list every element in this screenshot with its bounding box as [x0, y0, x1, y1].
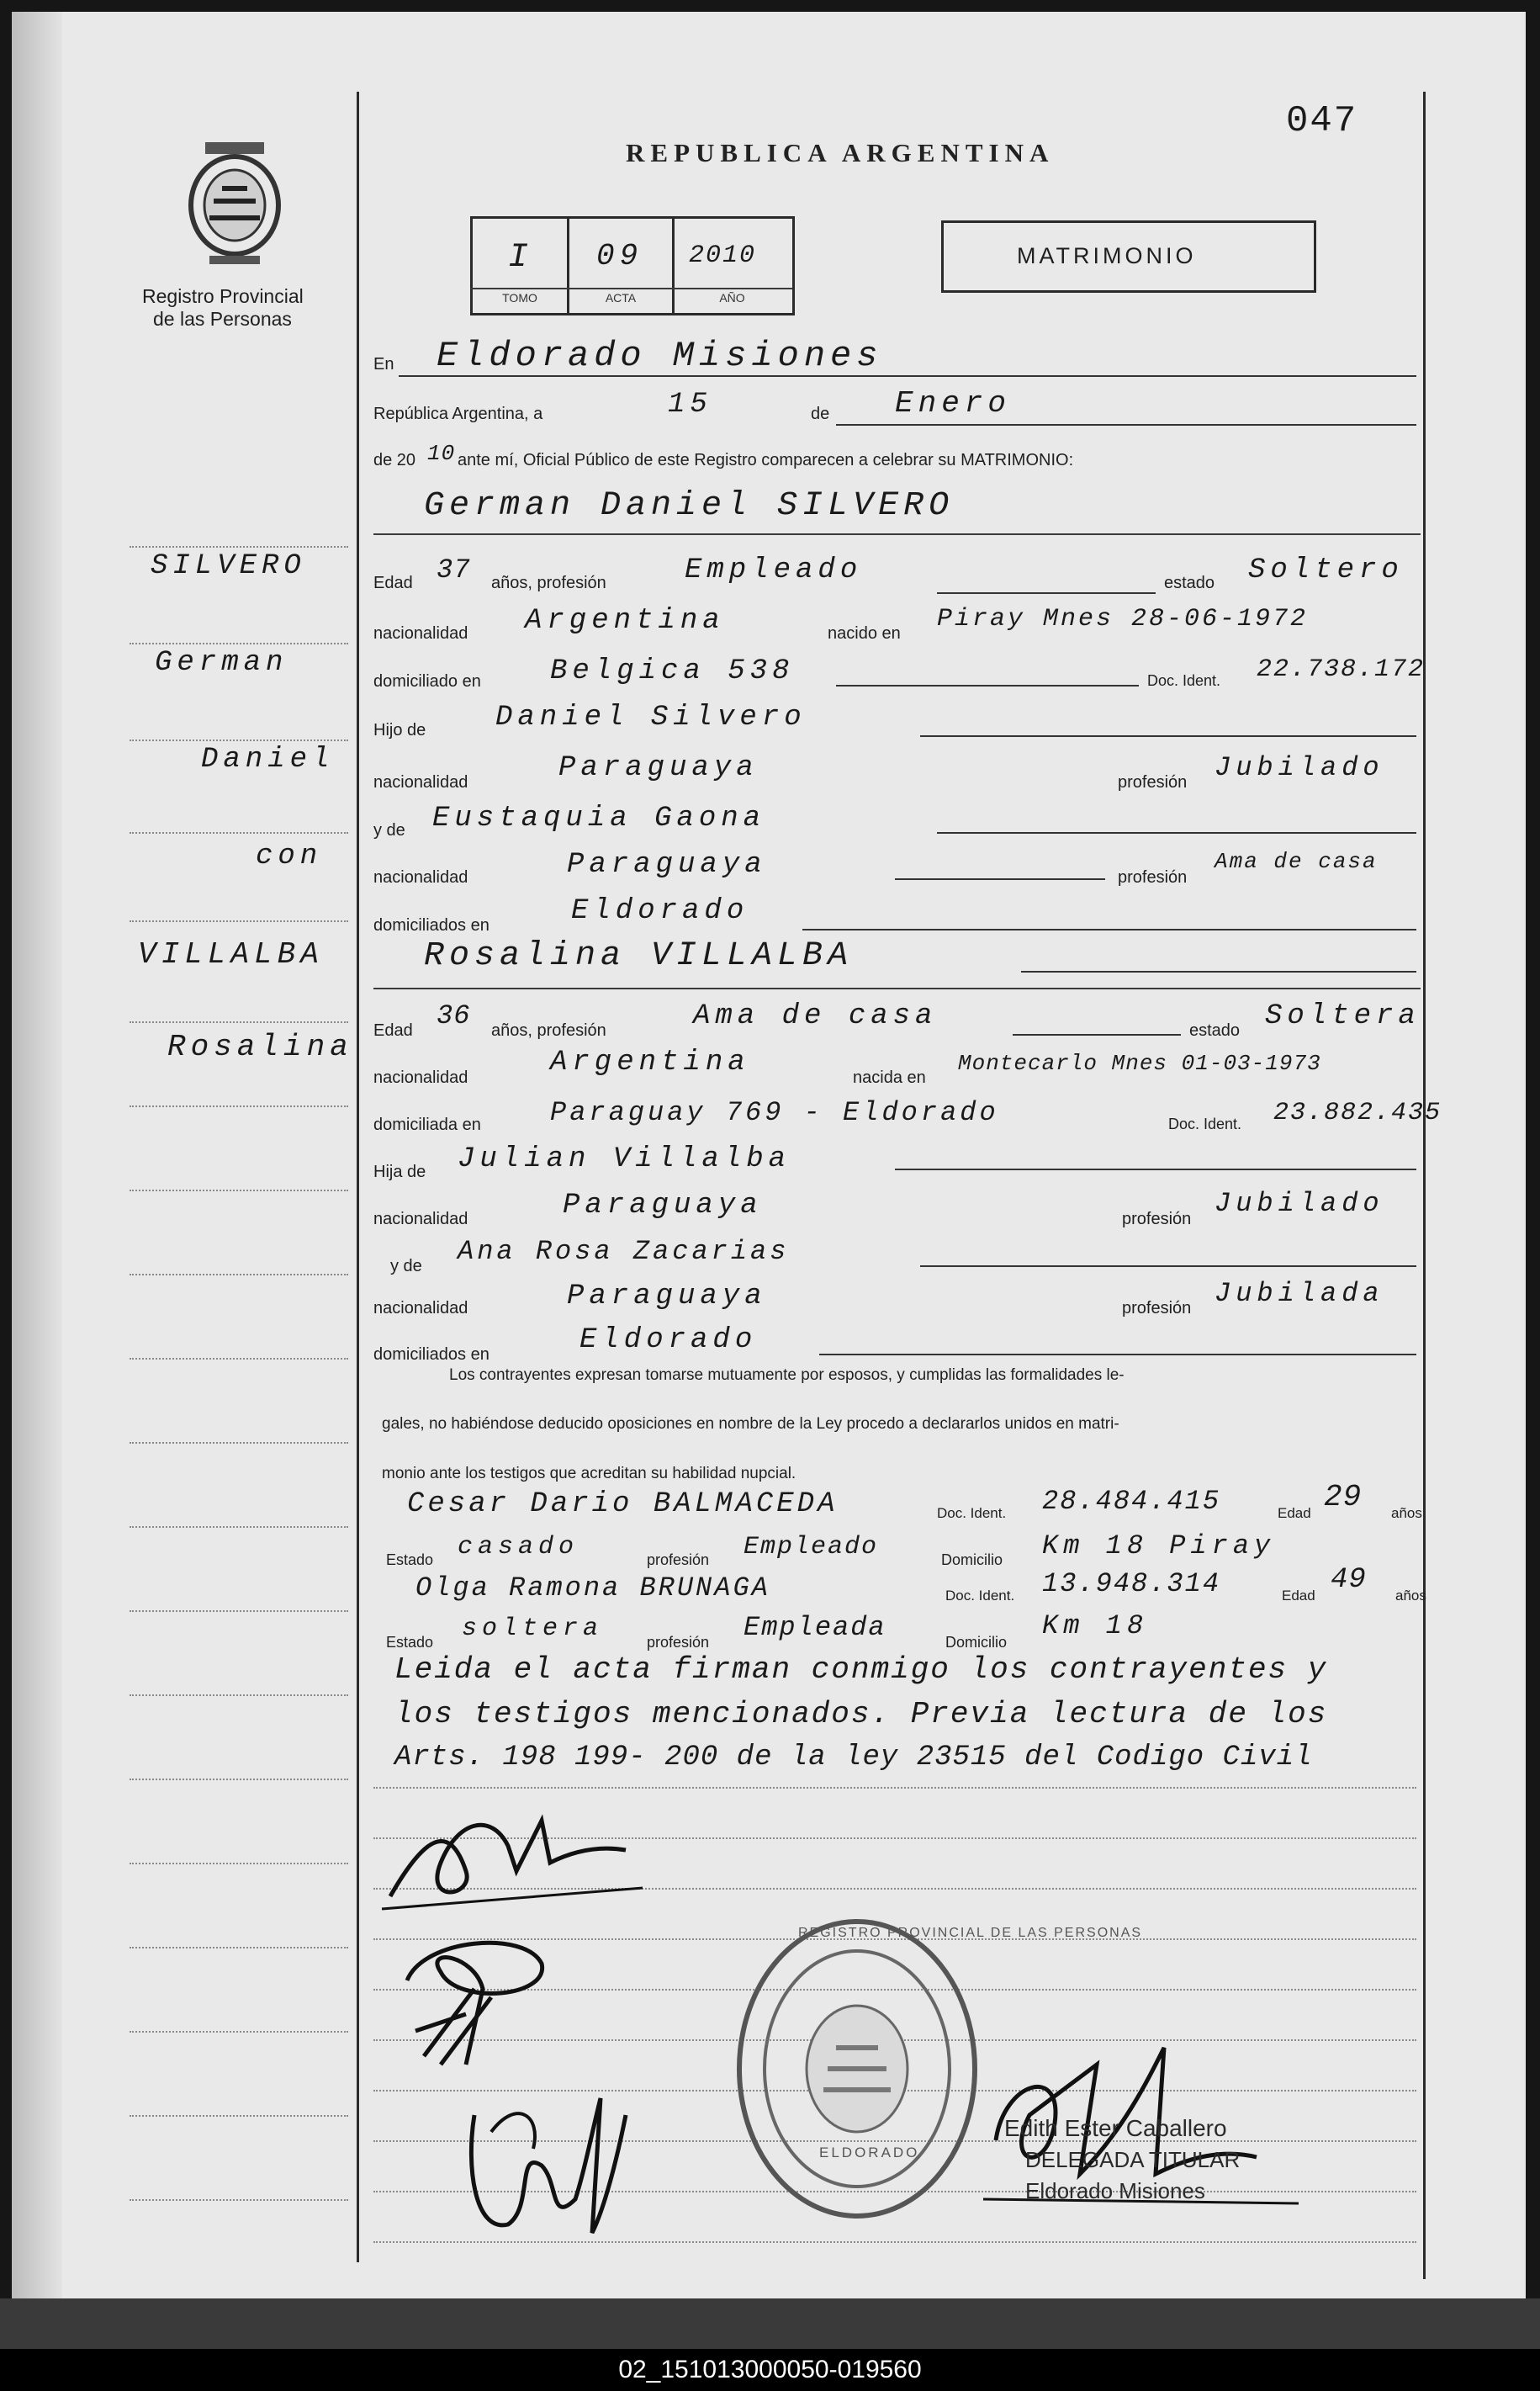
groom-full-name: German Daniel SILVERO	[424, 487, 955, 525]
witness2-anos-label: años	[1395, 1588, 1426, 1604]
bride-nacida-label: nacida en	[853, 1068, 926, 1087]
witness2-doc-label: Doc. Ident.	[945, 1588, 1015, 1604]
declaration-line1: Los contrayentes expresan tomarse mutuamente por esposos, y cumplidas las formalidades le-	[449, 1366, 1125, 1384]
witness1-doc-label: Doc. Ident.	[937, 1505, 1007, 1521]
groom-estado: Soltero	[1248, 554, 1404, 586]
bride-doc-label: Doc. Ident.	[1168, 1116, 1242, 1132]
closing-line1: Leida el acta firman conmigo los contrayentes y	[394, 1652, 1328, 1687]
groom-father-nationality: Paraguaya	[558, 752, 759, 784]
witness2-profession: Empleada	[744, 1612, 886, 1643]
groom-hijo-label: Hijo de	[373, 721, 426, 740]
en-label: En	[373, 355, 394, 374]
signature-witnesses	[458, 2065, 651, 2250]
provincial-emblem-icon	[172, 138, 298, 264]
bride-father: Julian Villalba	[458, 1143, 791, 1175]
groom-anos-label: años, profesión	[491, 574, 606, 592]
right-rule	[1423, 92, 1426, 2279]
groom-edad-label: Edad	[373, 574, 413, 592]
margin-line1: SILVERO	[151, 550, 306, 582]
witness2-prof-label: profesión	[647, 1634, 710, 1651]
bride-nat-label: nacionalidad	[373, 1068, 468, 1087]
ano-label: AÑO	[719, 291, 745, 305]
ano-value: 2010	[689, 241, 757, 270]
bride-age: 36	[437, 1000, 471, 1031]
bride-doc: 23.882.435	[1273, 1099, 1442, 1127]
groom-parents-dom-label: domiciliados en	[373, 916, 490, 935]
bride-parents-dom-label: domiciliados en	[373, 1345, 490, 1364]
groom-birthplace: Piray Mnes 28-06-1972	[937, 605, 1309, 634]
groom-age: 37	[437, 554, 471, 586]
officer-title: DELEGADA TITULAR	[1025, 2147, 1241, 2172]
republica-label: República Argentina, a	[373, 405, 543, 423]
year-suffix: 10	[427, 441, 456, 466]
register-page	[12, 12, 1526, 2298]
declaration-line3: monio ante los testigos que acreditan su habilidad nupcial.	[382, 1465, 796, 1482]
bride-nationality: Argentina	[550, 1047, 750, 1079]
officer-name: Edith Ester Caballero	[1004, 2115, 1227, 2141]
seal-center-text: ELDORADO	[819, 2144, 920, 2160]
bride-edad-label: Edad	[373, 1021, 413, 1040]
bride-address: Paraguay 769 - Eldorado	[550, 1097, 999, 1128]
groom-father-profession: Jubilado	[1215, 752, 1384, 783]
bride-parents-address: Eldorado	[579, 1324, 758, 1356]
margin-rule	[357, 92, 359, 2262]
witness1-dom-label: Domicilio	[941, 1551, 1003, 1568]
act-type: MATRIMONIO	[1017, 243, 1197, 268]
closing-line2: los testigos mencionados. Previa lectura de los	[394, 1697, 1328, 1731]
bride-father-nationality: Paraguaya	[563, 1190, 763, 1222]
groom-father: Daniel Silvero	[495, 702, 807, 734]
witness2-edad-label: Edad	[1282, 1588, 1315, 1604]
bride-father-prof-label: profesión	[1122, 1210, 1192, 1228]
groom-doc-label: Doc. Ident.	[1147, 672, 1221, 689]
bride-hija-label: Hija de	[373, 1163, 426, 1181]
groom-father-prof-label: profesión	[1118, 773, 1188, 792]
bride-father-nat-label: nacionalidad	[373, 1210, 468, 1228]
witness2-age: 49	[1331, 1564, 1367, 1596]
groom-dom-label: domiciliado en	[373, 672, 481, 691]
groom-nat-label: nacionalidad	[373, 624, 468, 643]
bride-profession: Ama de casa	[693, 1000, 938, 1032]
groom-nacido-label: nacido en	[828, 624, 901, 643]
acta-value: 09	[596, 239, 643, 273]
country-title: REPUBLICA ARGENTINA	[626, 138, 1055, 167]
seal-ring-text: REGISTRO PROVINCIAL DE LAS PERSONAS	[798, 1926, 1143, 1940]
bride-birthplace: Montecarlo Mnes 01-03-1973	[958, 1051, 1321, 1076]
witness1-anos-label: años	[1391, 1505, 1422, 1521]
margin-line4: con	[256, 840, 323, 872]
groom-profession: Empleado	[685, 554, 863, 586]
bride-estado: Soltera	[1265, 1000, 1421, 1032]
month: Enero	[895, 386, 1012, 421]
bride-mother: Ana Rosa Zacarias	[458, 1236, 790, 1267]
registry-name-line1: Registro Provincial	[142, 285, 304, 307]
de-label: de	[811, 405, 830, 423]
witness1-estado: casado	[458, 1533, 579, 1561]
folio-number: 047	[1286, 100, 1358, 142]
witness2-name: Olga Ramona BRUNAGA	[415, 1572, 770, 1604]
signature-groom	[373, 1770, 651, 1922]
witness2-dom-label: Domicilio	[945, 1634, 1008, 1651]
margin-line6: Rosalina	[167, 1030, 353, 1064]
witness2-address: Km 18	[1042, 1610, 1149, 1641]
witness1-address: Km 18 Piray	[1042, 1530, 1276, 1561]
groom-mother-nat-label: nacionalidad	[373, 868, 468, 887]
bride-mother-profession: Jubilada	[1215, 1278, 1384, 1309]
declaration-line2: gales, no habiéndose deducido oposiciones en nombre de la Ley procedo a declararlos unidos en matri-	[382, 1415, 1119, 1433]
tomo-label: TOMO	[502, 291, 537, 305]
registry-seal-icon	[731, 1913, 983, 2224]
witness2-estado: soltera	[462, 1614, 604, 1643]
bride-full-name: Rosalina VILLALBA	[424, 937, 854, 975]
place: Eldorado Misiones	[437, 336, 883, 376]
book-edge	[0, 2298, 1540, 2349]
bride-anos-label: años, profesión	[491, 1021, 606, 1040]
witness1-name: Cesar Dario BALMACEDA	[407, 1488, 839, 1520]
witness1-edad-label: Edad	[1278, 1505, 1311, 1521]
intro-sentence: ante mí, Oficial Público de este Registro comparecen a celebrar su MATRIMONIO:	[458, 451, 1074, 469]
groom-doc: 22.738.172	[1257, 655, 1426, 684]
bride-mother-nat-label: nacionalidad	[373, 1299, 468, 1317]
bride-father-profession: Jubilado	[1215, 1188, 1384, 1219]
witness1-age: 29	[1324, 1480, 1363, 1514]
tomo-value: I	[508, 239, 534, 277]
groom-mother-nationality: Paraguaya	[567, 849, 767, 881]
signature-bride	[390, 1922, 584, 2073]
margin-line5: VILLALBA	[138, 937, 324, 972]
witness1-doc: 28.484.415	[1042, 1486, 1221, 1517]
witness1-estado-label: Estado	[386, 1551, 434, 1568]
margin-line2: German	[155, 647, 288, 679]
groom-mother-prof-label: profesión	[1118, 868, 1188, 887]
bride-mother-prof-label: profesión	[1122, 1299, 1192, 1317]
bride-yde-label: y de	[390, 1257, 422, 1275]
closing-line3: Arts. 198 199- 200 de la ley 23515 del Codigo Civil	[394, 1742, 1313, 1773]
year-prefix: de 20	[373, 451, 416, 469]
witness2-estado-label: Estado	[386, 1634, 434, 1651]
registry-name-line2: de las Personas	[153, 308, 292, 330]
officer-location: Eldorado Misiones	[1025, 2178, 1205, 2203]
witness2-doc: 13.948.314	[1042, 1568, 1221, 1599]
groom-mother-profession: Ama de casa	[1215, 849, 1378, 874]
groom-father-nat-label: nacionalidad	[373, 773, 468, 792]
bride-mother-nationality: Paraguaya	[567, 1280, 767, 1312]
witness1-profession: Empleado	[744, 1533, 879, 1561]
groom-address: Belgica 538	[550, 655, 795, 687]
witness1-prof-label: profesión	[647, 1551, 710, 1568]
image-caption: 02_151013000050-019560	[0, 2349, 1540, 2391]
groom-mother: Eustaquia Gaona	[432, 803, 766, 835]
groom-parents-address: Eldorado	[571, 895, 749, 927]
day: 15	[668, 389, 712, 421]
margin-line3: Daniel	[201, 744, 335, 776]
groom-yde-label: y de	[373, 821, 405, 840]
groom-estado-label: estado	[1164, 574, 1215, 592]
groom-nationality: Argentina	[525, 605, 725, 637]
bride-estado-label: estado	[1189, 1021, 1241, 1040]
bride-dom-label: domiciliada en	[373, 1116, 481, 1134]
acta-label: ACTA	[605, 291, 637, 305]
